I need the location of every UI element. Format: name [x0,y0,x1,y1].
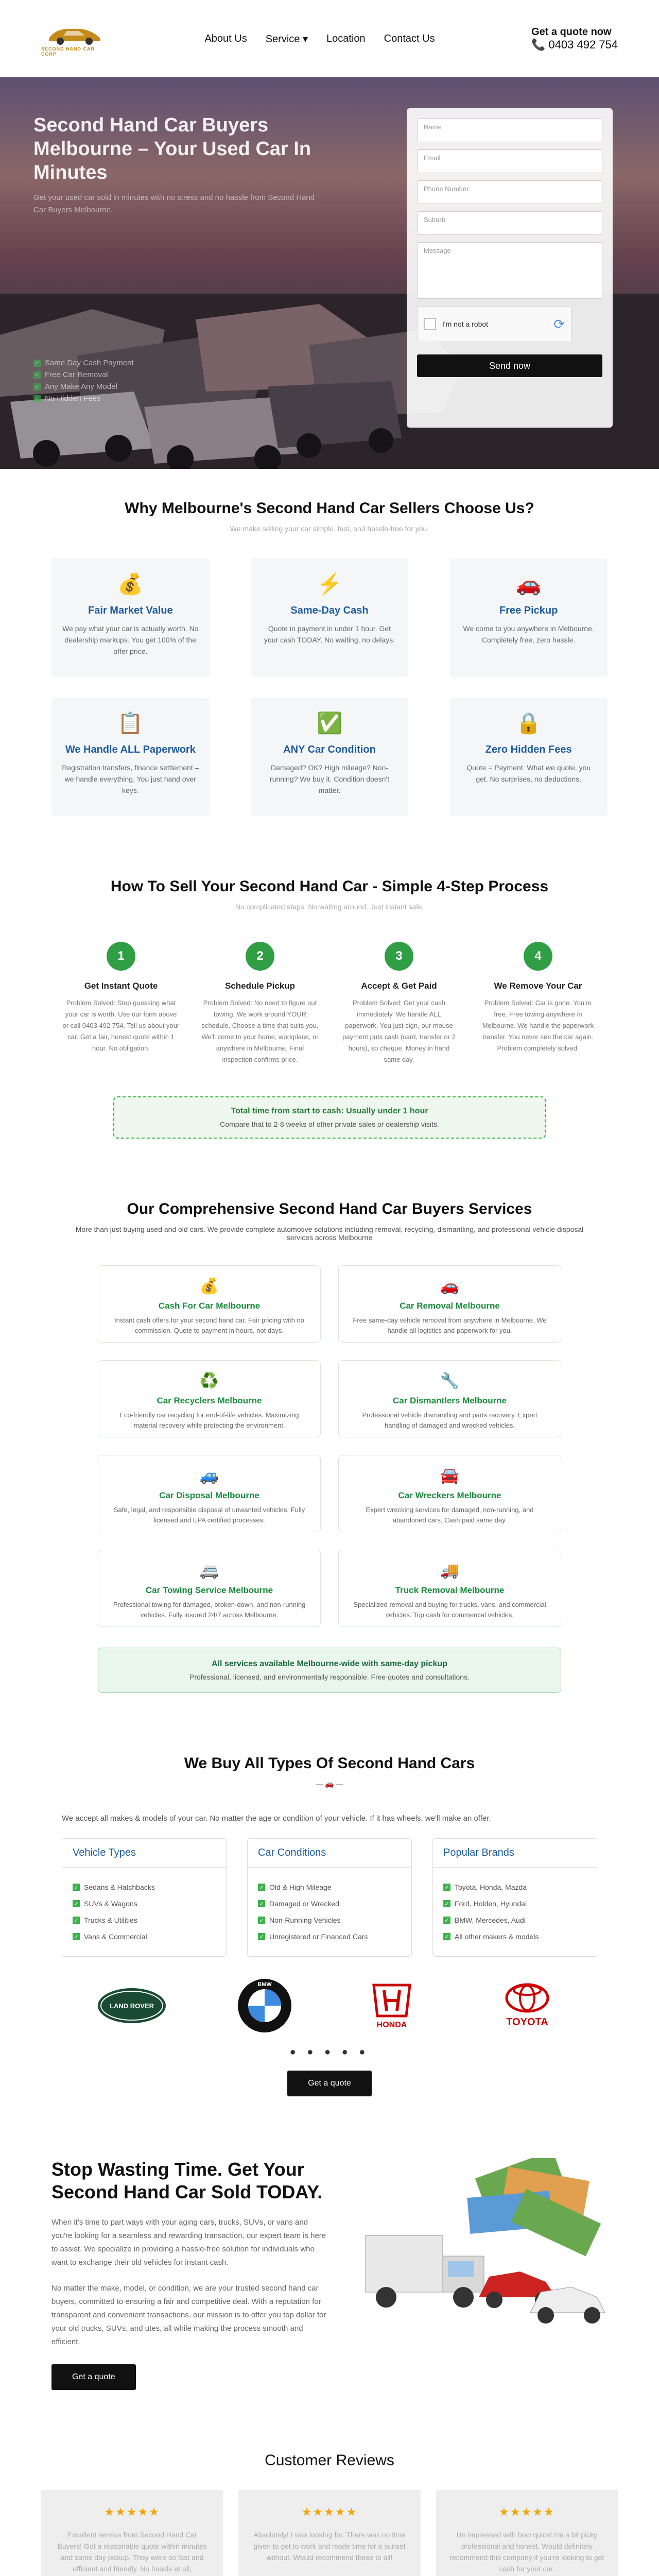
service-icon: 💰 [199,1278,219,1295]
star-rating-icon: ★★★★★ [499,2505,555,2518]
service-card[interactable] [98,1550,321,1627]
why-card [251,698,409,816]
why-card-icon: ✅ [317,712,342,735]
review-text: Excellent service from Second Hand Car Buyers! Got a reasonable quote within minutes and same day pickup. They were so fast and efficient and friendly. No hassle at all, [57,2531,207,2573]
step-title: Schedule Pickup [224,981,296,991]
buy-item-text: Trucks & Utilities [84,1916,137,1924]
service-icon: 🚙 [199,1467,219,1484]
star-rating-icon: ★★★★★ [301,2505,358,2518]
why-section [41,469,618,847]
buy-column-item [73,1916,216,1924]
service-card[interactable] [98,1360,321,1437]
hero-bullet [33,382,134,391]
hero-text [33,113,322,216]
check-icon: ✓ [258,1900,265,1907]
process-step [62,942,180,1065]
reviews-title: Customer Reviews [265,2452,394,2469]
buy-lead: We accept all makes & models of your car. No matter the age or condition of your vehicle. If it has wheels, we'll make an offer. [62,1814,491,1823]
service-card[interactable] [98,1265,321,1343]
suburb-field[interactable]: Suburb [417,211,602,235]
brand-name: TOYOTA [506,2016,548,2028]
buy-column [432,1838,597,1957]
hero-bullet [33,370,134,379]
check-icon: ✓ [73,1917,80,1924]
hero-section [0,77,659,469]
send-button[interactable]: Send now [417,354,602,377]
why-card-icon: 📋 [117,712,144,735]
services-grid [98,1265,561,1627]
services-subtitle: More than just buying used and old cars. We provide complete automotive solutions including removal, recycling, dismantling, and professional vehicle disposal services across Melbourne [75,1225,584,1242]
phone-field[interactable]: Phone Number [417,180,602,204]
why-card [251,558,409,677]
stop-section [41,2127,618,2421]
services-note-title: All services available Melbourne-wide with same-day pickup [212,1659,447,1668]
buy-item-text: BMW, Mercedes, Audi [455,1916,526,1924]
service-card[interactable] [338,1455,561,1532]
why-card [449,558,608,677]
hero-bullet-text: Same Day Cash Payment [45,359,134,367]
hero-title: Second Hand Car Buyers Melbourne – Your Used Car In Minutes [33,114,311,183]
process-steps [41,942,618,1065]
process-note-text: Compare that to 2-8 weeks of other private sales or dealership visits. [220,1120,439,1128]
get-quote-button[interactable]: Get a quote [287,2071,372,2096]
buy-column-item [73,1900,216,1908]
why-card-title: Zero Hidden Fees [485,744,572,755]
email-field[interactable]: Email [417,149,602,173]
why-card [449,698,608,816]
buy-item-text: Vans & Commercial [84,1933,147,1941]
service-title[interactable]: Car Dismantlers Melbourne [392,1396,507,1405]
service-text: Eco-friendly car recycling for end-of-life vehicles. Maximizing material recovery while protecting the environment. [119,1411,299,1429]
service-icon: 🚗 [440,1278,460,1295]
why-card-icon: 🔒 [515,712,542,735]
buy-column [62,1838,227,1957]
recaptcha[interactable] [417,306,571,342]
main-nav [204,32,435,45]
hero-bullets [33,355,134,406]
chevron-down-icon: ▾ [302,33,308,45]
services-section [41,1170,618,1724]
check-icon: ✓ [33,383,41,391]
buy-section [41,1724,618,2127]
why-card-text: Damaged? OK? High mileage? Non-running? We buy it. Condition doesn't matter. [269,764,389,794]
step-text: Problem Solved: No need to figure out towing. We work around YOUR schedule. Choose a time that suits you. We'll come to your home, workplace, or anywhere in Melbourne. Final inspection confirms price. [201,999,319,1063]
check-icon: ✓ [443,1933,450,1940]
why-card-title: Same-Day Cash [290,605,369,616]
name-field[interactable]: Name [417,118,602,142]
check-icon: ✓ [73,1933,80,1940]
quote-form [407,108,613,428]
recaptcha-icon: ⟳ [553,316,565,332]
step-title: Get Instant Quote [84,981,158,991]
step-title: We Remove Your Car [494,981,582,991]
check-icon: ✓ [443,1884,450,1891]
service-card[interactable] [98,1455,321,1532]
buy-columns [62,1838,597,1957]
service-icon: 🚚 [440,1562,460,1579]
why-cards [41,558,618,816]
services-title: Our Comprehensive Second Hand Car Buyers Services [127,1200,532,1217]
buy-column-item [73,1883,216,1891]
check-icon: ✓ [443,1900,450,1907]
site-logo[interactable] [41,21,108,57]
header-phone[interactable]: 0403 492 754 [548,38,618,51]
stop-get-quote-button[interactable]: Get a quote [51,2364,136,2390]
why-card-text: Registration transfers, finance settlement – we handle everything. You just hand over keys. [62,764,199,794]
review-card [41,2490,223,2576]
nav-service[interactable] [266,32,308,45]
land-rover-logo-icon [96,1985,168,2026]
stop-paragraph-2: No matter the make, model, or condition, we are your trusted second hand car buyers, committed to ensuring a fair and competitive deal. With a reputation for transparent and convenient transactions, our mission is to offer you top dollar for your old trucks, SUVs, and utes, all while making the process smooth and efficient. [51,2284,326,2346]
process-note [113,1096,546,1139]
service-text: Instant cash offers for your second hand car. Fair pricing with no commission. Quote to payment in hours, not days. [114,1316,304,1334]
service-text: Professional towing for damaged, broken-down, and non-running vehicles. Fully insured 24/7 across Melbourne. [113,1601,306,1619]
hero-bullet-text: No Hidden Fees [45,394,101,403]
car-logo-icon [44,21,106,46]
hero-bullet-text: Free Car Removal [45,370,108,379]
service-card[interactable] [338,1360,561,1437]
header-cta[interactable] [531,26,618,52]
buy-item-text: Old & High Mileage [269,1883,332,1891]
header-cta-label: Get a quote now [531,26,612,38]
star-rating-icon: ★★★★★ [104,2505,160,2518]
logo-text: SECOND HAND CAR CORP [41,46,95,57]
buy-title: We Buy All Types Of Second Hand Cars [184,1755,475,1772]
nav-service-label: Service [265,33,300,45]
cash-for-cars-image [350,2158,608,2354]
buy-column-title: Popular Brands [433,1839,597,1868]
check-icon: ✓ [73,1884,80,1891]
review-card [238,2490,420,2576]
process-step [340,942,458,1065]
check-icon: ✓ [258,1917,265,1924]
hero-description: Get your used car sold in minutes with no stress and no hassle from Second Hand Car Buyers Melbourne. [33,193,315,214]
review-text: Absolutely! I was looking for. There was no time given to get to work and made time for a sunset without. Would recommend these to all! [253,2531,406,2562]
car-divider-icon: — 🚗 — [316,1780,343,1788]
service-title[interactable]: Car Removal Melbourne [400,1301,500,1311]
why-card-icon: 🚗 [515,573,542,596]
bmw-logo-icon [236,1977,293,2034]
why-card-icon: 💰 [117,573,144,596]
buy-column-item [73,1933,216,1941]
buy-column-item [443,1900,586,1908]
why-card [51,698,210,816]
service-title[interactable]: Truck Removal Melbourne [395,1585,505,1595]
service-text: Free same-day vehicle removal from anywhere in Melbourne. We handle all logistics and paperwork for you. [353,1316,547,1334]
why-card-title: Fair Market Value [88,605,173,616]
why-subtitle: We make selling your car simple, fast, and hassle-free for you. [230,524,429,533]
buy-item-text: Unregistered or Financed Cars [269,1933,368,1941]
step-text: Problem Solved: Get your cash immediately. We handle ALL paperwork. You just sign, our mouse payment puts cash (card, transfer or 2 hours), so cheque. Money in hand same day. [342,999,456,1063]
brand-name: HONDA [376,2021,407,2029]
buy-column-item [258,1900,401,1908]
process-note-title: Total time from start to cash: Usually under 1 hour [231,1107,428,1115]
buy-item-text: Toyota, Honda, Mazda [455,1883,527,1891]
check-icon: ✓ [73,1900,80,1907]
service-text: Expert wrecking services for damaged, non-running, and abandoned cars. Cash paid same day. [366,1506,534,1524]
service-card[interactable] [338,1265,561,1343]
why-card-title: ANY Car Condition [283,744,376,755]
services-note [98,1648,561,1693]
buy-item-text: Ford, Holden, Hyundai [455,1900,527,1908]
phone-icon: 📞 [531,38,546,51]
brand-logos [62,1977,597,2034]
process-subtitle: No complicated steps. No waiting around. Just instant sale. [235,903,424,911]
reviews-list [41,2490,618,2576]
check-icon: ✓ [258,1884,265,1891]
why-card-text: Quote = Payment. What we quote, you get. No surprises, no deductions. [466,764,591,783]
service-card[interactable] [338,1550,561,1627]
buy-item-text: Sedans & Hatchbacks [84,1883,155,1891]
message-field[interactable]: Message [417,242,602,299]
captcha-checkbox[interactable] [424,318,436,330]
process-section [41,847,618,1170]
why-card-title: We Handle ALL Paperwork [65,744,196,755]
service-title[interactable]: Car Wreckers Melbourne [398,1490,501,1500]
captcha-label: I'm not a robot [442,320,489,328]
process-step [201,942,319,1065]
service-title[interactable]: Cash For Car Melbourne [158,1301,261,1311]
brand-name: LAND ROVER [110,2002,154,2010]
buy-column-item [443,1933,586,1941]
step-number: 3 [385,942,413,971]
stop-paragraph-1: When it's time to part ways with your aging cars, trucks, SUVs, or vans and you're looking for a seamless and rewarding transaction, our expert team is here to assist. We specialize in providing a hassle-free solution for individuals who want to exchange their old vehicles for instant cash. [51,2218,326,2267]
buy-item-text: All other makers & models [455,1933,539,1941]
hero-bullet [33,394,134,403]
stop-title: Stop Wasting Time. Get Your Second Hand Car Sold TODAY. [51,2159,323,2202]
step-number: 2 [246,942,274,971]
check-icon: ✓ [33,360,41,367]
honda-logo-icon [361,1980,423,2031]
why-card-icon: ⚡ [317,573,342,596]
check-icon: ✓ [443,1917,450,1924]
toyota-logo-icon [491,1980,563,2031]
hero-bullet-text: Any Make Any Model [45,382,117,391]
buy-column-item [258,1916,401,1924]
service-text: Specialized removal and buying for trucks, vans, and commercial vehicles. Top cash for commercial vehicles. [353,1601,546,1619]
process-step [479,942,597,1065]
site-header [0,0,659,77]
service-icon: 🔧 [440,1372,460,1389]
buy-item-text: Non-Running Vehicles [269,1916,341,1924]
why-card [51,558,210,677]
brand-name: BMW [257,1981,272,1988]
service-icon: 🚐 [199,1562,219,1579]
why-card-text: We pay what your car is actually worth. No dealership markups. You get 100% of the offer price. [62,624,199,655]
why-card-text: We come to you anywhere in Melbourne. Completely free, zero hassle. [463,624,594,644]
buy-column-item [443,1883,586,1891]
why-card-text: Quote in payment in under 1 hour. Get your cash TODAY. No waiting, no delays. [264,624,395,644]
process-title: How To Sell Your Second Hand Car - Simple 4-Step Process [110,878,549,895]
service-text: Professional vehicle dismantling and parts recovery. Expert handling of damaged and wrecked vehicles. [362,1411,537,1429]
carousel-dots[interactable]: ● ● ● ● ● [289,2046,370,2058]
nav-contact[interactable]: Contact Us [384,32,435,44]
review-card [436,2490,618,2576]
buy-column-item [258,1883,401,1891]
hero-bullet [33,359,134,367]
review-text: I'm impressed with how quick! I'm a bit picky professional and honest. Would definitely recommend this company if you're looking to get cash for your car. [449,2531,604,2573]
nav-about[interactable]: About Us [204,32,247,44]
why-title: Why Melbourne's Second Hand Car Sellers Choose Us? [125,500,534,517]
check-icon: ✓ [258,1933,265,1940]
service-title[interactable]: Car Disposal Melbourne [159,1490,259,1500]
buy-item-text: SUVs & Wagons [84,1900,137,1908]
service-title[interactable]: Car Towing Service Melbourne [145,1585,273,1595]
buy-column-title: Car Conditions [248,1839,411,1868]
buy-column-item [443,1916,586,1924]
buy-item-text: Damaged or Wrecked [269,1900,339,1908]
service-icon: ♻️ [199,1372,219,1389]
services-note-text: Professional, licensed, and environmentally responsible. Free quotes and consultations. [189,1673,470,1681]
buy-column-item [258,1933,401,1941]
service-title[interactable]: Car Recyclers Melbourne [157,1396,262,1405]
step-number: 4 [524,942,552,971]
check-icon: ✓ [33,371,41,379]
step-text: Problem Solved: Car is gone. You're free. Free towing anywhere in Melbourne. We handle the paperwork transfer. You never see the car again. Problem completely solved. [482,999,594,1052]
check-icon: ✓ [33,395,41,402]
buy-column [247,1838,412,1957]
reviews-section [41,2421,618,2576]
buy-column-title: Vehicle Types [62,1839,226,1868]
step-number: 1 [107,942,135,971]
service-icon: 🚘 [440,1467,460,1484]
step-text: Problem Solved: Stop guessing what your car is worth. Use our form above or call 0403 492 754. Tell us about your car. Get a fair, honest quote within 1 hour. No obligation. [62,999,180,1052]
why-card-title: Free Pickup [499,605,558,616]
step-title: Accept & Get Paid [361,981,437,991]
nav-location[interactable]: Location [326,32,366,44]
service-text: Safe, legal, and responsible disposal of unwanted vehicles. Fully licensed and EPA certified processes. [113,1506,305,1524]
